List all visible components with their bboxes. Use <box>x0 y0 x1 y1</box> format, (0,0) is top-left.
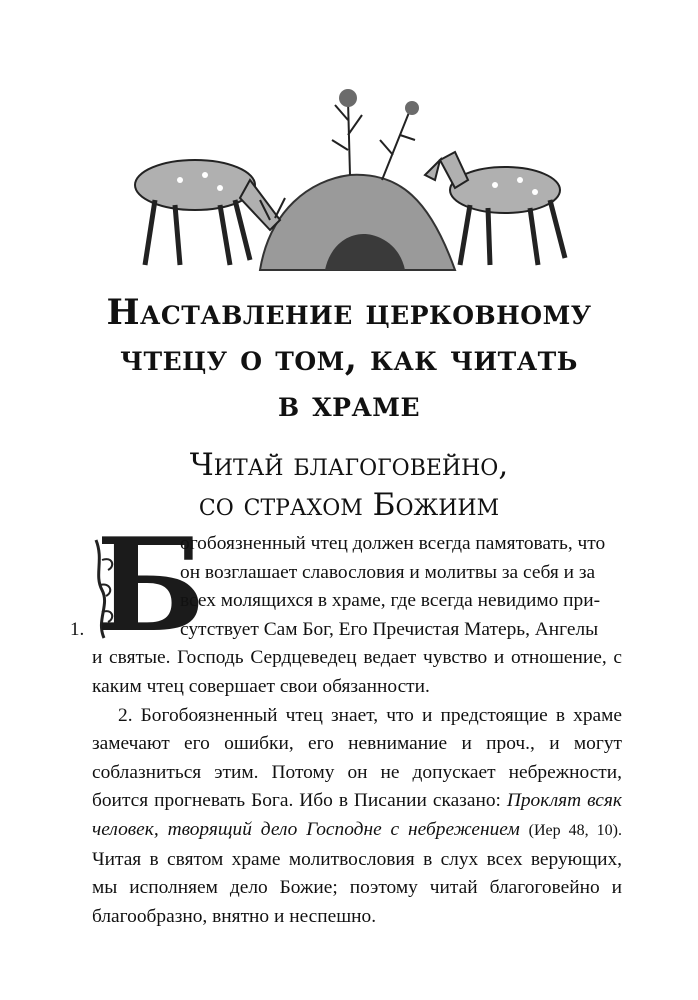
title-line-1: Наставление церковному <box>106 292 592 333</box>
chapter-title <box>0 290 698 428</box>
plant-stem <box>332 100 362 175</box>
paragraph-1-line-4: сутствует Сам Бог, Его Пречистая Матерь, Ангелы <box>180 618 599 640</box>
title-line-2: чтецу о том, как читать <box>120 338 578 379</box>
paragraph-1-line-3: всех молящихся в храме, где всегда невидимо при- <box>180 590 601 612</box>
paragraph-2 <box>92 702 622 932</box>
flower-2 <box>405 101 419 115</box>
scripture-reference: (Иер 48, 10). <box>528 821 623 839</box>
paragraph-2-text-a: 2. Богобоязненный чтец знает, что и предстоящие в храме замечают его ошибки, его невнимание и проч., и могут соблазниться этим. Потому он не допускает небрежности, боится прогневать Бога. Ибо в Писании сказано: <box>92 704 622 812</box>
paragraph-1-rest: и святые. Господь Сердцеведец ведает чувство и отношение, с каким чтец совершает свои обязанности. <box>92 647 622 697</box>
flower <box>339 89 357 107</box>
paragraph-1-line-1: огобоязненный чтец должен всегда памятовать, что <box>180 533 606 554</box>
paragraph-number: 1. <box>70 619 85 640</box>
deer-illustration <box>110 80 590 280</box>
paragraph-1-line-2: он возглашает славословия и молитвы за себя и за <box>180 561 596 583</box>
plant-stem-2 <box>380 110 415 180</box>
title-line-3: в храме <box>277 384 421 425</box>
dropcap-letter: Б <box>96 511 206 661</box>
subtitle-line-1: Читай благоговейно, <box>189 447 509 483</box>
paragraph-1 <box>92 530 622 702</box>
paragraph-2-text-b: Читая в святом храме молитвословия в слух всех верующих, мы исполняем дело Божие; поэтому читай благоговейно и благообразно, внятно и неспешно. <box>92 848 622 927</box>
scripture-quote: Проклят всяк человек, творящий дело Господне с небрежением <box>92 790 622 840</box>
body-text <box>92 530 622 931</box>
left-deer <box>135 160 285 265</box>
subtitle-line-2: со страхом Божиим <box>198 487 500 523</box>
